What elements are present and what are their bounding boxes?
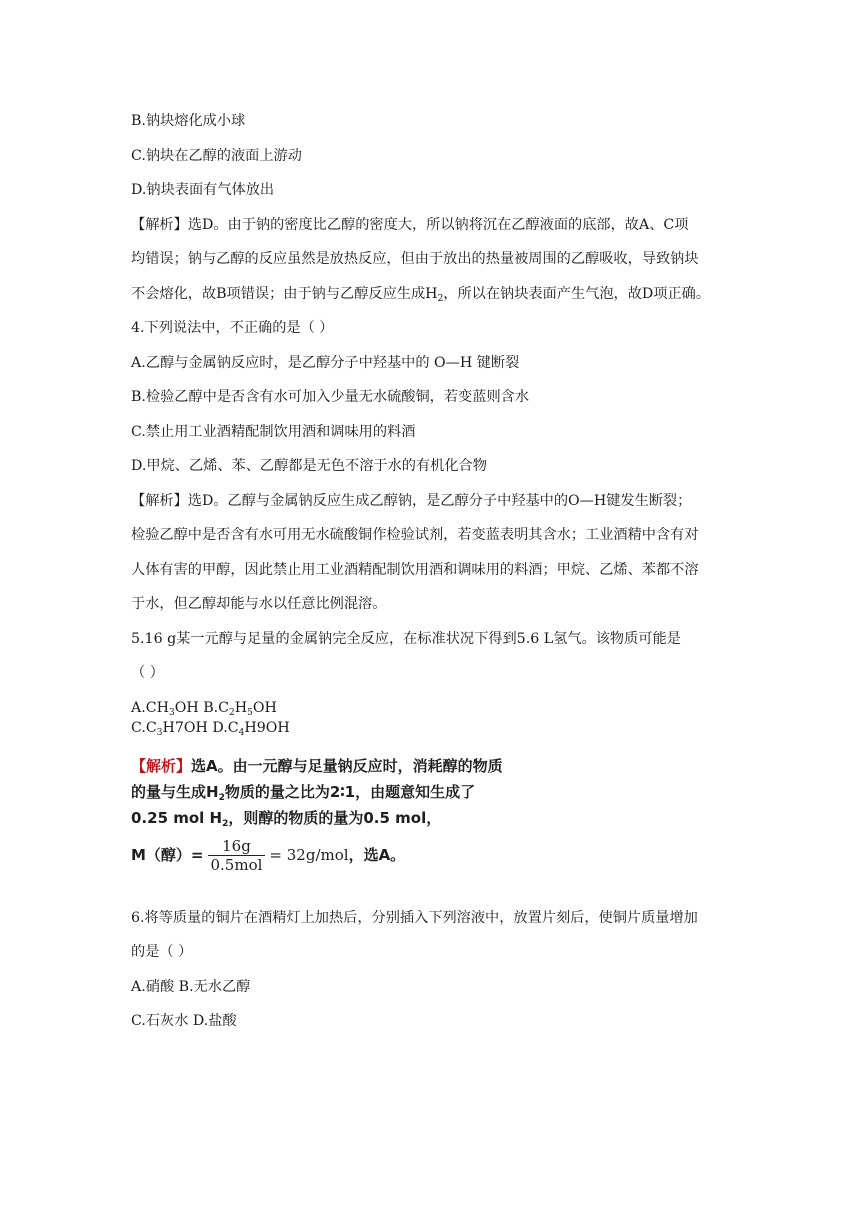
question-4: 4.下列说法中，不正确的是（ ） xyxy=(131,320,334,336)
q4-option-a: A.乙醇与金属钠反应时，是乙醇分子中羟基中的 O—H 键断裂 xyxy=(131,355,520,371)
subscript: 5 xyxy=(247,708,253,718)
text: 0.25 mol H xyxy=(131,809,223,827)
analysis-5-row-2 xyxy=(131,781,475,802)
q4-option-c: C.禁止用工业酒精配制饮用酒和调味用的料酒 xyxy=(131,424,416,440)
q5-options-ab xyxy=(131,698,277,718)
fraction-numerator: 16g xyxy=(208,837,266,856)
text: 选A。由一元醇与足量钠反应时，消耗醇的物质 xyxy=(191,757,503,775)
text: OH xyxy=(252,700,277,716)
analysis-3-line-2: 均错误；钠与乙醇的反应虽然是放热反应，但由于放出的热量被周围的乙醇吸收，导致钠块 xyxy=(131,251,699,267)
text: 的量与生成H xyxy=(131,783,219,801)
analysis-4-line-4: 于水，但乙醇却能与水以任意比例混溶。 xyxy=(131,596,387,612)
subscript: 2 xyxy=(229,708,235,718)
analysis-3-line-1 xyxy=(131,215,688,235)
option-d-line: D.钠块表面有气体放出 xyxy=(131,182,275,198)
analysis-4-line-1 xyxy=(131,491,691,511)
analysis-text: 选D。由于钠的密度比乙醇的密度大，所以钠将沉在乙醇液面的底部，故A、C项 xyxy=(187,217,689,233)
text: A.CH xyxy=(131,700,169,716)
subscript: 4 xyxy=(238,728,245,738)
subscript: 3 xyxy=(168,708,175,718)
subscript: 2 xyxy=(222,819,229,829)
fraction xyxy=(208,837,266,874)
text: 物质的量之比为2∶1，由题意知生成了 xyxy=(224,783,476,801)
text: H xyxy=(234,700,248,716)
fraction-denominator: 0.5mol xyxy=(210,856,263,874)
subscript: 3 xyxy=(156,728,163,738)
text: OH B.C xyxy=(174,700,230,716)
text: H7OH D.C xyxy=(162,720,239,736)
analysis-text: 选D。乙醇与金属钠反应生成乙醇钠，是乙醇分子中羟基中的O—H键发生断裂； xyxy=(187,493,692,509)
formula-lhs: M（醇）= xyxy=(131,846,204,864)
q4-option-d: D.甲烷、乙烯、苯、乙醇都是无色不溶于水的有机化合物 xyxy=(131,458,487,474)
text: ，则醇的物质的量为0.5 mol， xyxy=(228,809,442,827)
option-c-line: C.钠块在乙醇的液面上游动 xyxy=(131,148,302,164)
analysis-3-line-3 xyxy=(131,284,710,304)
formula-conclusion: ，选A。 xyxy=(348,846,406,864)
analysis-5-formula xyxy=(131,837,405,874)
text: 不会熔化，故B项错误；由于钠与乙醇反应生成H xyxy=(131,286,438,302)
analysis-4-line-3: 人体有害的甲醇，因此禁止用工业酒精配制饮用酒和调味用的料酒；甲烷、乙烯、苯都不溶 xyxy=(131,562,699,578)
q6-options-ab: A.硝酸 B.无水乙醇 xyxy=(131,979,251,995)
q4-option-b: B.检验乙醇中是否含有水可加入少量无水硫酸铜，若变蓝则含水 xyxy=(131,389,530,405)
analysis-5-row-3 xyxy=(131,807,441,828)
analysis-tag: 【解析】 xyxy=(131,757,192,775)
q5-options-cd xyxy=(131,718,290,738)
text: C.C xyxy=(131,720,157,736)
analysis-4-line-2: 检验乙醇中是否含有水可用无水硫酸铜作检验试剂，若变蓝表明其含水；工业酒精中含有对 xyxy=(131,527,699,543)
text: H9OH xyxy=(244,720,290,736)
subscript: 2 xyxy=(218,793,225,803)
question-5: 5.16 g某一元醇与足量的金属钠完全反应，在标准状况下得到5.6 L氢气。该物质可能是 xyxy=(131,631,681,647)
analysis-tag: 【解析】 xyxy=(131,493,188,509)
q6-options-cd: C.石灰水 D.盐酸 xyxy=(131,1013,237,1029)
text: ，所以在钠块表面产生气泡，故D项正确。 xyxy=(443,286,711,302)
subscript: 2 xyxy=(437,294,444,304)
analysis-tag: 【解析】 xyxy=(131,217,188,233)
question-6-cont: 的是（ ） xyxy=(131,944,193,960)
formula-rhs: = 32g/mol xyxy=(269,846,349,864)
question-6: 6.将等质量的铜片在酒精灯上加热后，分别插入下列溶液中，放置片刻后，使铜片质量增加 xyxy=(131,910,698,926)
option-b-line: B.钠块熔化成小球 xyxy=(131,113,246,129)
analysis-5-row-1 xyxy=(131,755,503,776)
question-5-bracket: （ ） xyxy=(131,665,164,681)
